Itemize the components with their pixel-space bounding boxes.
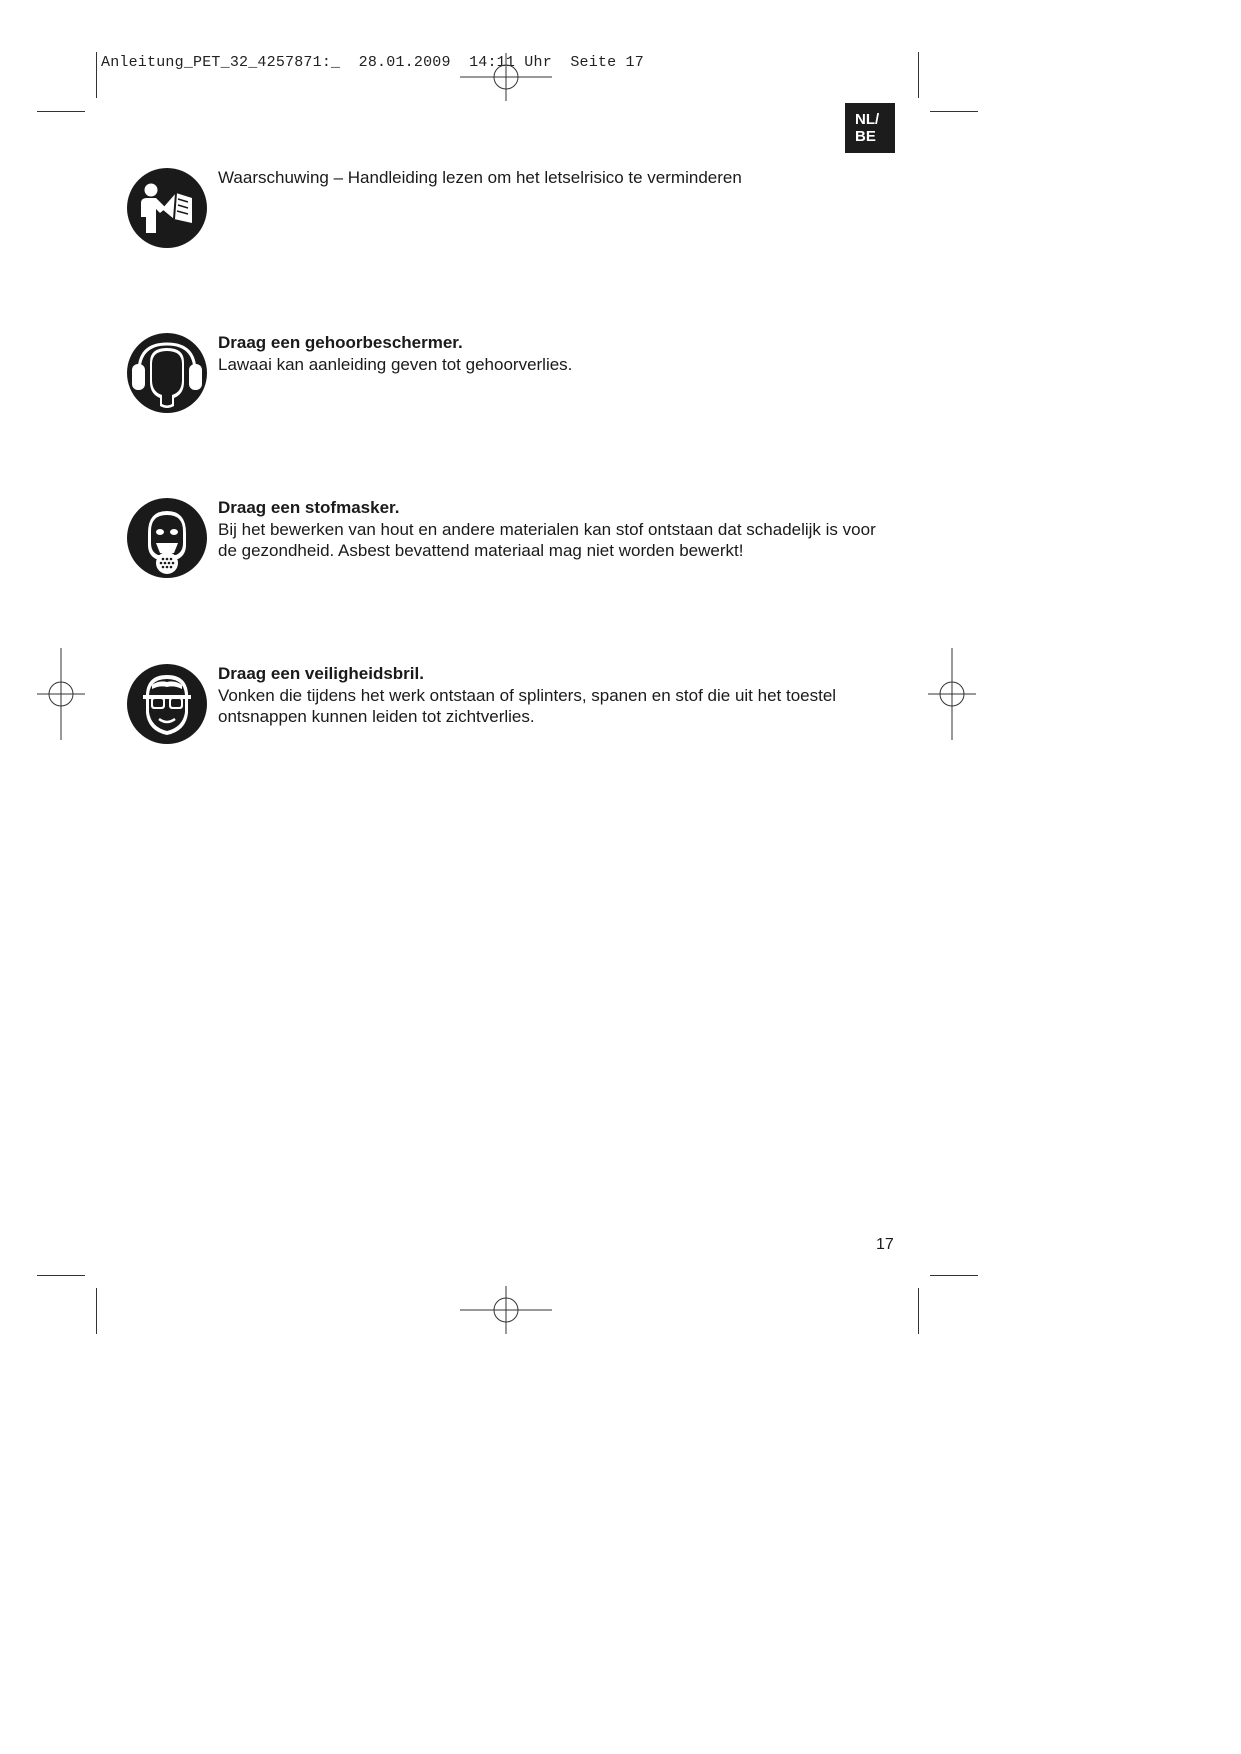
header-date: 28.01.2009 bbox=[358, 54, 451, 71]
safety-item-description: Vonken die tijdens het werk ontstaan of splinters, spanen en stof die uit het toestel ontsnappen kunnen leiden tot zichtverlies. bbox=[218, 685, 837, 726]
safety-item-description: Waarschuwing – Handleiding lezen om het letselrisico te verminderen bbox=[218, 168, 742, 187]
language-badge bbox=[845, 103, 895, 153]
page-number: 17 bbox=[876, 1236, 894, 1253]
safety-item-title: Draag een gehoorbeschermer. bbox=[218, 333, 463, 352]
safety-item-title: Draag een stofmasker. bbox=[218, 498, 400, 517]
read-manual-icon bbox=[126, 167, 208, 249]
language-badge-line1: NL/ bbox=[855, 111, 880, 128]
print-header bbox=[101, 54, 644, 71]
registration-mark-top bbox=[458, 29, 554, 125]
trim-mark-bottom-left-vertical bbox=[96, 1288, 97, 1334]
registration-mark-right bbox=[904, 646, 1000, 742]
safety-item-text bbox=[218, 663, 898, 728]
registration-mark-left bbox=[13, 646, 109, 742]
safety-item-description: Bij het bewerken van hout en andere materialen kan stof ontstaan dat schadelijk is voor de gezondheid. Asbest bevattend materiaal mag niet worden bewerkt! bbox=[218, 519, 876, 560]
header-page-label: Seite 17 bbox=[570, 54, 644, 71]
ear-protection-icon bbox=[126, 332, 208, 414]
header-time: 14:11 Uhr bbox=[469, 54, 552, 71]
trim-mark-top-right-vertical bbox=[918, 52, 919, 98]
trim-mark-bottom-right-vertical bbox=[918, 1288, 919, 1334]
registration-mark-bottom bbox=[458, 1262, 554, 1358]
trim-mark-bottom-right-horizontal bbox=[930, 1275, 978, 1276]
dust-mask-icon bbox=[126, 497, 208, 579]
trim-mark-bottom-left-horizontal bbox=[37, 1275, 85, 1276]
safety-item-title: Draag een veiligheidsbril. bbox=[218, 664, 424, 683]
safety-item-text bbox=[218, 167, 898, 189]
trim-mark-top-right-horizontal bbox=[930, 111, 978, 112]
trim-mark-top-left-vertical bbox=[96, 52, 97, 98]
safety-item-text bbox=[218, 497, 898, 562]
language-badge-line2: BE bbox=[855, 128, 876, 145]
trim-mark-top-left-horizontal bbox=[37, 111, 85, 112]
safety-item-text bbox=[218, 332, 898, 375]
header-filename: Anleitung_PET_32_4257871:_ bbox=[101, 54, 341, 71]
safety-item-description: Lawaai kan aanleiding geven tot gehoorverlies. bbox=[218, 354, 573, 374]
safety-goggles-icon bbox=[126, 663, 208, 745]
